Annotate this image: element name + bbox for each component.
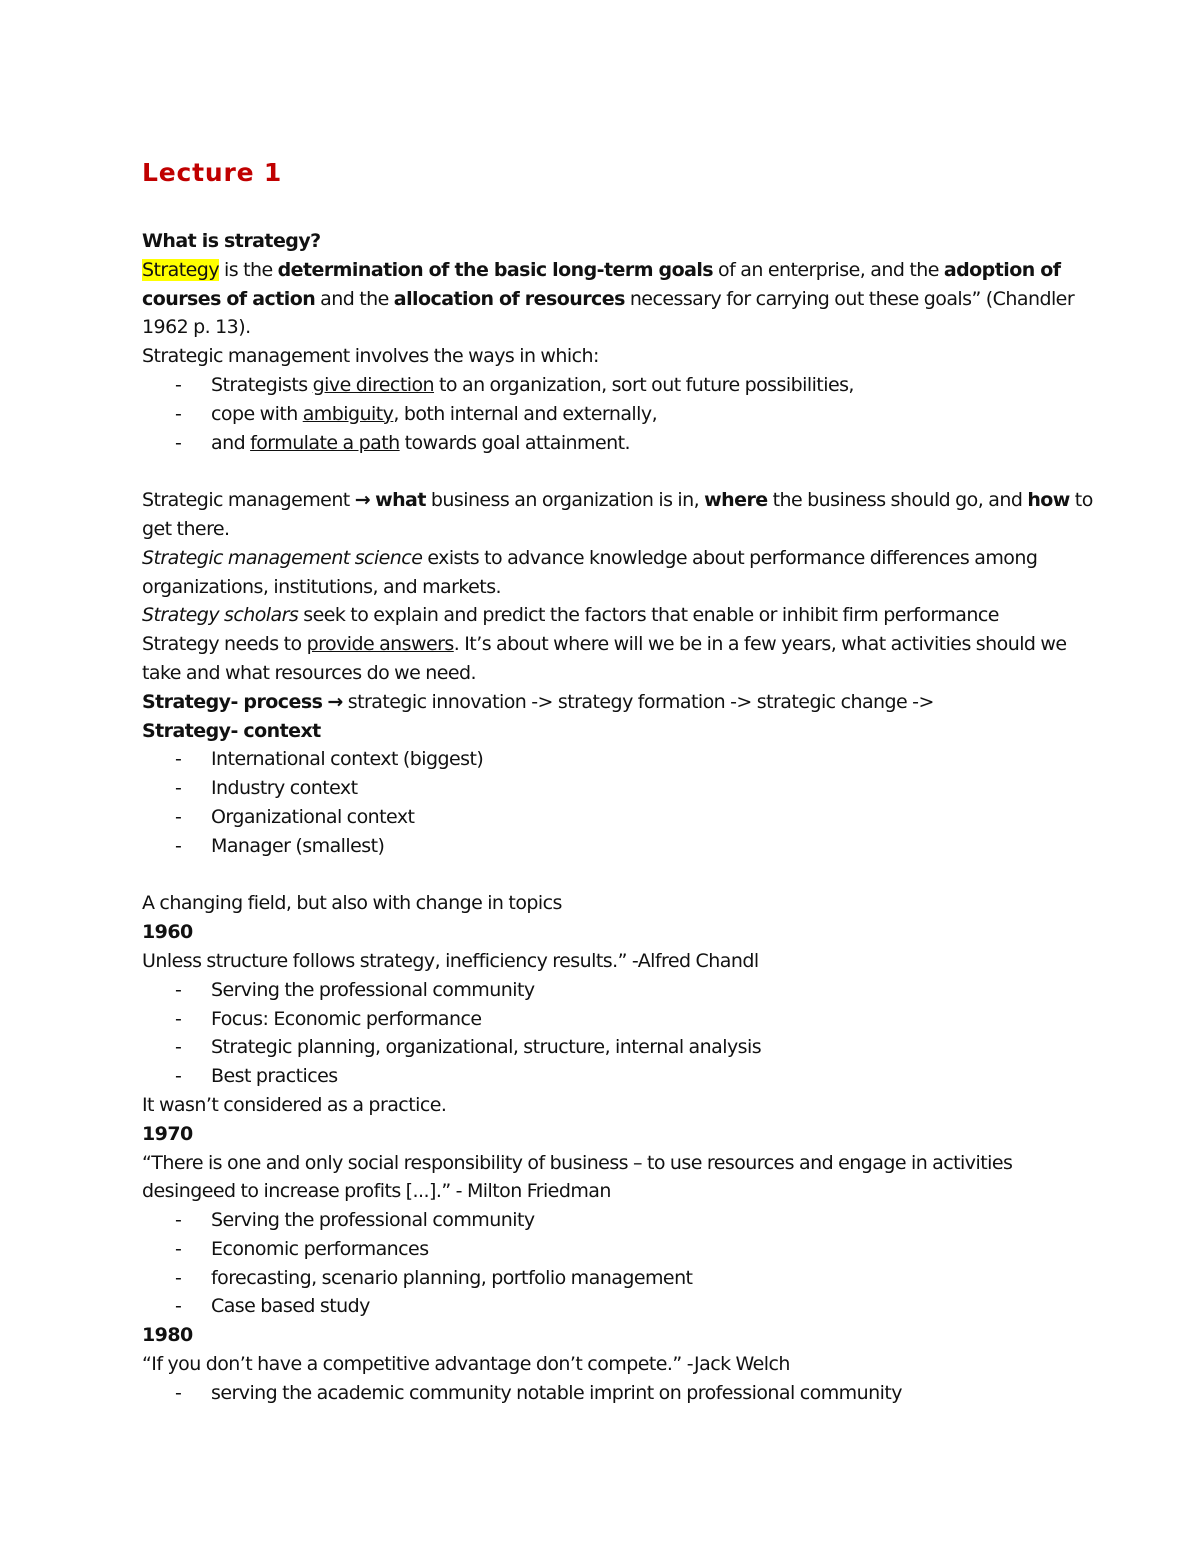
quote: Unless structure follows strategy, inefficiency results.” -Alfred Chandl — [142, 949, 759, 972]
list-item: - Organizational context — [142, 803, 1102, 832]
highlighted-term: Strategy — [142, 258, 220, 281]
needs-paragraph: Strategy needs to provide answers. It’s about where will we be in a few years, what activities should we take and what resources do we need. — [142, 633, 1067, 684]
list-item: - Serving the professional community — [142, 976, 1102, 1005]
lecture-title: Lecture 1 — [142, 158, 283, 187]
list-item: - International context (biggest) — [142, 745, 1102, 774]
year-heading: 1970 — [142, 1122, 193, 1145]
quote: “There is one and only social responsibility of business – to use resources and engage in activities desingeed to increase profits [...].” - Milton Friedman — [142, 1151, 1013, 1203]
list-item: - Strategic planning, organizational, structure, internal analysis — [142, 1033, 1102, 1062]
arrow-icon: → — [354, 489, 371, 512]
arrow-icon: → — [327, 690, 343, 713]
note: It wasn’t considered as a practice. — [142, 1093, 447, 1116]
list-item: - Serving the professional community — [142, 1206, 1102, 1235]
context-heading: Strategy- context — [142, 719, 321, 742]
blank-line — [142, 457, 1102, 486]
question-heading: What is strategy? — [142, 230, 321, 252]
year-heading: 1980 — [142, 1324, 193, 1347]
list-item: - serving the academic community notable imprint on professional community — [142, 1379, 1102, 1408]
list-item: - Economic performances — [142, 1235, 1102, 1264]
scholars-paragraph: Strategy scholars seek to explain and predict the factors that enable or inhibit firm performance — [142, 604, 999, 627]
list-item: - Strategists give direction to an organization, sort out future possibilities, — [142, 371, 1102, 400]
list-item: - forecasting, scenario planning, portfolio management — [142, 1264, 1102, 1293]
list-item: - Industry context — [142, 774, 1102, 803]
year-heading: 1960 — [142, 921, 193, 944]
list-item: - Case based study — [142, 1292, 1102, 1321]
strategy-definition: Strategy is the determination of the basic long-term goals of an enterprise, and the adoption of courses of action and the allocation of resources necessary for carrying out these goals” (Chandler 1962 p. 13). — [142, 258, 1075, 339]
sm-what-where-how: Strategic management → what business an organization is in, where the business should go, and how to get there. — [142, 489, 1093, 540]
list-item: - Focus: Economic performance — [142, 1005, 1102, 1034]
quote: “If you don’t have a competitive advantage don’t compete.” -Jack Welch — [142, 1353, 790, 1376]
blank-line — [142, 861, 1102, 890]
changing-field: A changing field, but also with change in topics — [142, 892, 562, 915]
sm-intro: Strategic management involves the ways in which: — [142, 345, 599, 368]
process-line: Strategy- process → strategic innovation -> strategy formation -> strategic change -> — [142, 690, 934, 713]
list-item: - and formulate a path towards goal attainment. — [142, 429, 1102, 458]
document-body — [142, 155, 1102, 1408]
list-item: - Manager (smallest) — [142, 832, 1102, 861]
science-paragraph: Strategic management science exists to advance knowledge about performance differences among organizations, institutions, and markets. — [142, 546, 1038, 598]
list-item: - Best practices — [142, 1062, 1102, 1091]
list-item: - cope with ambiguity, both internal and externally, — [142, 400, 1102, 429]
